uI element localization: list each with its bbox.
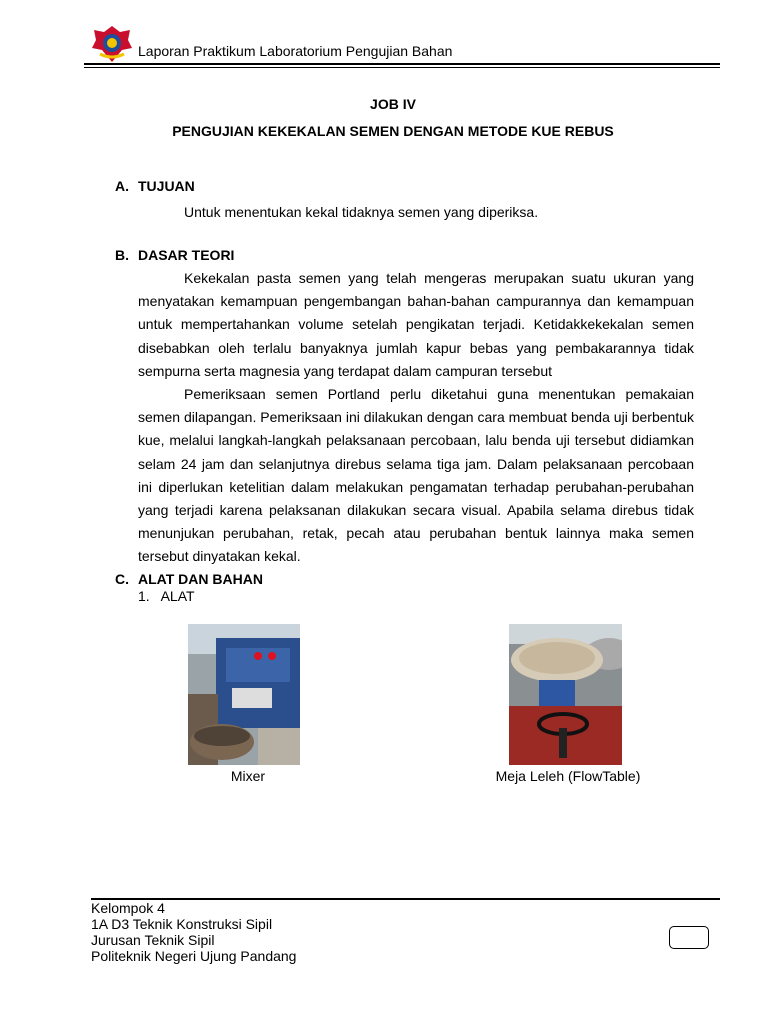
section-b-label: B. bbox=[115, 247, 129, 263]
footer-department: Jurusan Teknik Sipil bbox=[91, 932, 215, 948]
section-c-label: C. bbox=[115, 571, 129, 587]
paragraph: Kekekalan pasta semen yang telah mengeras merupakan suatu ukuran yang menyatakan kemampuan pengembangan bahan-bahan campurannya dan kemampuan untuk mempertahankan volume setelah pengikatan terjadi. Ketidakkekekalan semen disebabkan oleh terlalu banyaknya jumlah kapur bebas yang pembakarannya tidak sempurna serta magnesia yang terdapat dalam campuran tersebut bbox=[138, 270, 694, 379]
header-divider-thin bbox=[84, 67, 720, 68]
section-b-title: DASAR TEORI bbox=[138, 247, 235, 263]
footer-class: 1A D3 Teknik Konstruksi Sipil bbox=[91, 916, 273, 932]
header-title: Laporan Praktikum Laboratorium Pengujian Bahan bbox=[138, 43, 453, 59]
section-a-text: Untuk menentukan kekal tidaknya semen yang diperiksa. bbox=[184, 204, 539, 220]
section-a-title: TUJUAN bbox=[138, 178, 195, 194]
paragraph: Pemeriksaan semen Portland perlu diketahui guna menentukan pemakaian semen dilapangan. Pemeriksaan ini dilakukan dengan cara membuat benda uji berbentuk kue, melalui langkah-langkah pelaksanaan percobaan, lalu benda uji tersebut didiamkan selam 24 jam dan selanjutnya direbus selama tiga jam. Dalam pelaksanaan percobaan ini diperlukan ketelitian dalam melakukan pengamatan terhadap perubahan-perubahan yang terjadi karena pelaksanan dilakukan secara visual. Apabila selama direbus tidak menunjukan perubahan, retak, pecah atau perubahan bentuk lainnya maka semen tersebut dinyatakan kekal. bbox=[138, 386, 694, 565]
header-divider bbox=[84, 63, 720, 65]
job-title: PENGUJIAN KEKEKALAN SEMEN DENGAN METODE KUE REBUS bbox=[172, 123, 614, 139]
flow-table-caption: Meja Leleh (FlowTable) bbox=[495, 768, 641, 784]
footer-group: Kelompok 4 bbox=[91, 900, 165, 916]
flow-table-photo bbox=[509, 624, 622, 765]
subsection-alat: 1. ALAT bbox=[138, 588, 195, 604]
job-number: JOB IV bbox=[370, 96, 416, 112]
section-c-title: ALAT DAN BAHAN bbox=[138, 571, 263, 587]
footer-institution: Politeknik Negeri Ujung Pandang bbox=[91, 948, 297, 964]
institution-emblem-icon bbox=[90, 24, 134, 64]
mixer-caption: Mixer bbox=[230, 768, 266, 784]
page-number-box bbox=[669, 926, 709, 949]
section-a-label: A. bbox=[115, 178, 129, 194]
section-b-body bbox=[138, 267, 694, 569]
mixer-photo bbox=[188, 624, 300, 765]
footer-info bbox=[91, 900, 296, 964]
